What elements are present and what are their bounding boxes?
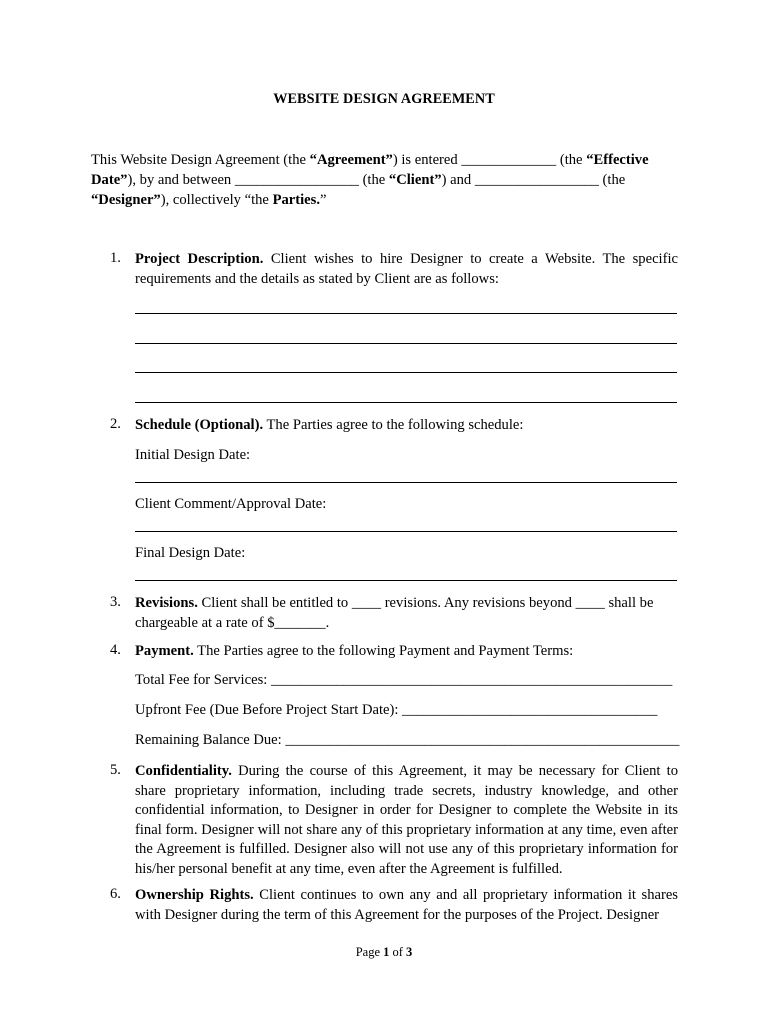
client-approval-date-line [135, 531, 677, 532]
section-number: 5. [110, 762, 121, 778]
blank-line [135, 372, 677, 373]
page-number: 1 [383, 945, 390, 959]
effective-term: “Effective [586, 152, 649, 168]
intro-line-2 [91, 170, 671, 190]
effective-term-2: Date” [91, 172, 128, 188]
client-approval-date-label: Client Comment/Approval Date: [135, 496, 327, 512]
of-word: of [389, 945, 407, 959]
section-heading: Ownership Rights. [135, 887, 254, 903]
section-text: The Parties agree to the following schedule: [263, 417, 524, 433]
section-body [135, 762, 678, 879]
section-body [135, 594, 678, 633]
intro-text: This Website Design Agreement (the [91, 152, 310, 168]
upfront-fee-label: Upfront Fee (Due Before Project Start Date): ___________________________________ [135, 702, 658, 718]
page-total: 3 [406, 945, 413, 959]
parties-term: Parties. [272, 192, 320, 208]
section-heading: Confidentiality. [135, 763, 232, 779]
section-text: Client shall be entitled to ____ revisions. Any revisions beyond ____ shall be [197, 595, 654, 611]
blank-line [135, 343, 677, 344]
section-heading: Schedule (Optional). [135, 417, 264, 433]
intro-text: ), collectively “the [160, 192, 273, 208]
designer-term: “Designer” [91, 192, 161, 208]
section-number: 6. [110, 886, 121, 902]
agreement-term: “Agreement” [309, 152, 393, 168]
page-footer [0, 945, 768, 960]
section-number: 3. [110, 594, 121, 610]
intro-line-3 [91, 190, 671, 210]
section-heading: Revisions. [135, 595, 198, 611]
page-word: Page [355, 945, 384, 959]
final-design-date-label: Final Design Date: [135, 545, 246, 561]
section-heading: Project Description. [135, 251, 264, 267]
section-text: Client continues to own any and all proprietary information it shares with Designer during the term of this Agreement for the purposes of the Project. Designer [135, 887, 678, 923]
section-body [135, 886, 678, 925]
initial-design-date-label: Initial Design Date: [135, 447, 251, 463]
section-body [135, 416, 678, 436]
section-number: 2. [110, 416, 121, 432]
intro-paragraph [91, 150, 671, 210]
intro-text: ) is entered _____________ (the [392, 152, 587, 168]
revisions-line-2: chargeable at a rate of $_______. [135, 614, 330, 631]
client-term: “Client” [388, 172, 442, 188]
intro-line-1 [91, 150, 671, 170]
section-number: 4. [110, 642, 121, 658]
intro-text: ” [319, 192, 327, 208]
section-text: Client wishes to hire Designer to create a Website. The specific requirements and the details as stated by Client are as follows: [135, 251, 678, 287]
revisions-line-1 [135, 594, 678, 614]
section-body [135, 642, 678, 662]
total-fee-label: Total Fee for Services: _______________________________________________________ [135, 672, 673, 688]
section-number: 1. [110, 250, 121, 266]
initial-design-date-line [135, 482, 677, 483]
intro-text: ) and _________________ (the [441, 172, 626, 188]
blank-line [135, 313, 677, 314]
blank-line [135, 402, 677, 403]
remaining-balance-label: Remaining Balance Due: ______________________________________________________ [135, 732, 680, 748]
section-body [135, 250, 678, 289]
section-heading: Payment. [135, 643, 194, 659]
section-text: The Parties agree to the following Payment and Payment Terms: [193, 643, 574, 659]
final-design-date-line [135, 580, 677, 581]
document-title: WEBSITE DESIGN AGREEMENT [273, 91, 495, 107]
section-text: During the course of this Agreement, it may be necessary for Client to share proprietary information, including trade secrets, industry knowledge, and other confidential information, to Designer in order for Designer to complete the Website in its final form. Designer will not share any of this proprietary information at any time, even after the Agreement is fulfilled. Designer also will not use any of this proprietary information for his/her personal benefit at any time, even after the Agreement is fulfilled. [135, 763, 678, 877]
intro-text: ), by and between _________________ (the [127, 172, 389, 188]
